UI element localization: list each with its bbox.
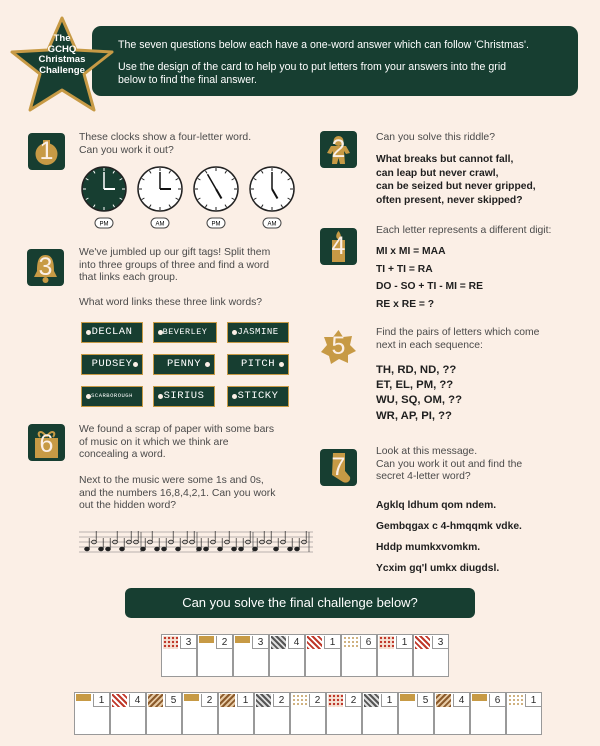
answer-cell[interactable] xyxy=(506,692,542,735)
pattern-swatch-icon xyxy=(76,694,91,707)
equation: RE x RE = ? xyxy=(376,298,435,310)
music-note xyxy=(288,547,293,551)
q5-text xyxy=(376,327,539,352)
pattern-swatch-icon xyxy=(184,694,199,707)
question-number: 3 xyxy=(38,253,53,281)
music-note xyxy=(239,547,244,551)
q7-text xyxy=(376,446,522,484)
q3-line: We've jumbled up our gift tags! Split them xyxy=(79,247,271,258)
pattern-swatch-icon xyxy=(235,636,250,649)
q1-text xyxy=(79,132,251,157)
clock-face xyxy=(194,167,238,211)
q6-text xyxy=(79,424,274,462)
badge-line: Christmas xyxy=(38,54,86,66)
tag-label: PUDSEY xyxy=(91,358,133,370)
equation: TI + TI = RA xyxy=(376,263,433,275)
answer-cell[interactable] xyxy=(269,634,305,677)
gift-tag xyxy=(81,322,143,343)
answer-cell[interactable] xyxy=(398,692,434,735)
letter-position-number: 3 xyxy=(252,636,268,649)
pattern-swatch-icon xyxy=(343,636,358,649)
question-number: 5 xyxy=(331,332,346,360)
letter-position-number: 1 xyxy=(525,694,541,707)
q7-line: Look at this message. xyxy=(376,446,478,457)
tag-label: PITCH xyxy=(240,358,275,370)
answer-cell[interactable] xyxy=(305,634,341,677)
music-note xyxy=(218,547,223,551)
music-note xyxy=(155,547,160,551)
pattern-swatch-icon xyxy=(271,636,286,649)
tag-label: SIRIUS xyxy=(163,390,205,402)
pattern-swatch-icon xyxy=(292,694,307,707)
answer-cell[interactable] xyxy=(362,692,398,735)
q1-line: These clocks show a four-letter word. xyxy=(79,132,252,143)
stocking-icon xyxy=(320,449,357,486)
q5-line: next in each sequence: xyxy=(376,339,483,351)
gift-tag xyxy=(153,322,217,343)
letter-position-number: 4 xyxy=(129,694,145,707)
tag-label: STICKY xyxy=(237,390,279,402)
letter-position-number: 1 xyxy=(396,636,412,649)
q6-line: Next to the music were some 1s and 0s, xyxy=(79,475,264,486)
final-grid-row-1 xyxy=(161,634,449,677)
q2-text: Can you solve this riddle? xyxy=(376,132,495,143)
sequence: WU, SQ, OM, ?? xyxy=(376,394,462,407)
present-icon xyxy=(28,424,65,461)
pattern-swatch-icon xyxy=(163,636,178,649)
gift-tag xyxy=(81,354,143,375)
answer-cell[interactable] xyxy=(74,692,110,735)
question-number: 7 xyxy=(331,453,346,481)
letter-position-number: 1 xyxy=(237,694,253,707)
answer-cell[interactable] xyxy=(377,634,413,677)
music-note xyxy=(106,547,111,551)
question-number: 1 xyxy=(39,137,54,165)
q3-prompt: What word links these three link words? xyxy=(79,297,263,308)
music-note xyxy=(197,547,202,551)
letter-position-number: 1 xyxy=(93,694,109,707)
clock-face xyxy=(82,167,126,211)
q3-line: into three groups of three and find a word xyxy=(79,259,270,271)
question-number: 4 xyxy=(331,232,346,260)
answer-cell[interactable] xyxy=(197,634,233,677)
pattern-swatch-icon xyxy=(415,636,430,649)
bauble-icon xyxy=(28,133,65,170)
intro-line-2: Use the design of the card to help you to put letters from your answers into the grid xyxy=(118,61,507,73)
riddle-line: often present, never skipped? xyxy=(376,194,523,206)
music-note xyxy=(204,547,209,551)
letter-position-number: 6 xyxy=(360,636,376,649)
ampm-label: AM xyxy=(155,221,165,228)
clock-face xyxy=(250,167,294,211)
clocks-icon xyxy=(80,165,296,235)
pattern-swatch-icon xyxy=(508,694,523,707)
gift-tag xyxy=(227,322,289,343)
sequence: WR, AP, PI, ?? xyxy=(376,409,452,422)
answer-cell[interactable] xyxy=(254,692,290,735)
letter-position-number: 1 xyxy=(381,694,397,707)
answer-cell[interactable] xyxy=(341,634,377,677)
answer-cell[interactable] xyxy=(413,634,449,677)
music-note xyxy=(232,547,237,551)
letter-position-number: 6 xyxy=(489,694,505,707)
pattern-swatch-icon xyxy=(112,694,127,707)
q6-line: We found a scrap of paper with some bars xyxy=(79,424,275,435)
pattern-swatch-icon xyxy=(256,694,271,707)
pattern-swatch-icon xyxy=(379,636,394,649)
pattern-swatch-icon xyxy=(220,694,235,707)
q6-text-2 xyxy=(79,475,275,513)
cipher-line: Agklq ldhum qom ndem. xyxy=(376,500,497,511)
cipher-line: Ycxim gq'l umkx diugdsl. xyxy=(376,563,500,574)
q3-text xyxy=(79,247,270,285)
sequence: TH, RD, ND, ?? xyxy=(376,364,457,376)
letter-position-number: 3 xyxy=(180,636,196,649)
letter-position-number: 2 xyxy=(216,636,232,649)
letter-position-number: 5 xyxy=(417,694,433,707)
q6-line: concealing a word. xyxy=(79,449,166,461)
badge-line: Challenge xyxy=(39,64,85,76)
equations xyxy=(376,243,483,313)
badge-line: GCHQ xyxy=(47,43,77,55)
candle-icon xyxy=(320,228,357,265)
q5-line: Find the pairs of letters which come xyxy=(376,327,540,338)
music-note xyxy=(162,547,167,551)
answer-cell[interactable] xyxy=(470,692,506,735)
tag-label: PENNY xyxy=(166,358,201,370)
pattern-swatch-icon xyxy=(328,694,343,707)
music-note xyxy=(141,547,146,551)
q4-text: Each letter represents a different digit: xyxy=(376,225,552,236)
riddle-line: can be seized but never gripped, xyxy=(376,181,536,193)
answer-cell[interactable] xyxy=(233,634,269,677)
clock-face xyxy=(138,167,182,211)
bell-icon xyxy=(27,249,64,286)
cookie-icon xyxy=(320,328,357,365)
sequence: ET, EL, PM, ?? xyxy=(376,379,454,392)
tag-label: JASMINE xyxy=(237,327,279,337)
question-number: 2 xyxy=(331,135,346,163)
q6-line: out the hidden word? xyxy=(79,500,177,512)
answer-cell[interactable] xyxy=(161,634,197,677)
tag-label: BEVERLEY xyxy=(162,327,208,337)
gingerbread-icon xyxy=(320,131,357,168)
intro-banner xyxy=(92,26,578,96)
pattern-swatch-icon xyxy=(307,636,322,649)
ampm-label: PM xyxy=(99,221,109,228)
letter-position-number: 3 xyxy=(432,636,448,649)
final-challenge-banner: Can you solve the final challenge below? xyxy=(125,588,475,618)
intro-line-3: below to find the final answer. xyxy=(118,74,257,86)
letter-position-number: 4 xyxy=(288,636,304,649)
pattern-swatch-icon xyxy=(148,694,163,707)
music-note xyxy=(253,547,258,551)
letter-position-number: 2 xyxy=(309,694,325,707)
answer-cell[interactable] xyxy=(182,692,218,735)
tag-label: DECLAN xyxy=(91,326,133,338)
gift-tag xyxy=(227,354,289,375)
answer-cell[interactable] xyxy=(146,692,182,735)
music-notes-icon xyxy=(79,525,313,559)
equation: DO - SO + TI - MI = RE xyxy=(376,281,483,292)
q7-line: secret 4-letter word? xyxy=(376,471,471,483)
riddle-line: What breaks but cannot fall, xyxy=(376,154,514,165)
music-note xyxy=(176,547,181,551)
clocks xyxy=(80,165,296,235)
intro-line-1: The seven questions below each have a one-word answer which can follow 'Christmas'. xyxy=(118,39,529,51)
equation: MI x MI = MAA xyxy=(376,246,446,257)
letter-position-number: 4 xyxy=(453,694,469,707)
answer-cell[interactable] xyxy=(326,692,362,735)
gchq-badge-title xyxy=(6,34,118,76)
pattern-swatch-icon xyxy=(400,694,415,707)
music-note xyxy=(99,547,104,551)
letter-position-number: 2 xyxy=(345,694,361,707)
letter-position-number: 1 xyxy=(324,636,340,649)
riddle xyxy=(376,153,536,207)
pattern-swatch-icon xyxy=(436,694,451,707)
music-note xyxy=(295,547,300,551)
letter-position-number: 2 xyxy=(201,694,217,707)
letter-position-number: 5 xyxy=(165,694,181,707)
music-note xyxy=(120,547,125,551)
q1-line: Can you work it out? xyxy=(79,144,174,156)
cipher-line: Hddp mumkxvomkm. xyxy=(376,542,481,553)
ampm-label: AM xyxy=(267,221,277,228)
q6-line: and the numbers 16,8,4,2,1. Can you work xyxy=(79,487,276,499)
q6-line: of music on it which we think are xyxy=(79,436,229,448)
gift-tag xyxy=(81,386,143,407)
badge-line: The xyxy=(53,33,71,44)
answer-cell[interactable] xyxy=(110,692,146,735)
tag-label: SCARBOROUGH xyxy=(91,392,133,399)
gift-tag xyxy=(153,354,215,375)
cipher-message xyxy=(376,495,522,579)
question-number: 6 xyxy=(39,430,54,458)
pattern-swatch-icon xyxy=(472,694,487,707)
pattern-swatch-icon xyxy=(199,636,214,649)
answer-cell[interactable] xyxy=(218,692,254,735)
q3-line: that links each group. xyxy=(79,272,178,284)
music-note xyxy=(274,547,279,551)
music-note xyxy=(85,547,90,551)
sequences xyxy=(376,363,462,424)
pattern-swatch-icon xyxy=(364,694,379,707)
riddle-line: can leap but never crawl, xyxy=(376,167,499,179)
cipher-line: Gembqgax c 4-hmqqmk vdke. xyxy=(376,521,522,532)
letter-position-number: 2 xyxy=(273,694,289,707)
answer-cell[interactable] xyxy=(434,692,470,735)
answer-cell[interactable] xyxy=(290,692,326,735)
q7-line: Can you work it out and find the xyxy=(376,458,523,470)
music-staff xyxy=(79,525,313,559)
ampm-label: PM xyxy=(211,221,221,228)
gift-tag xyxy=(227,386,289,407)
gift-tag xyxy=(153,386,215,407)
final-grid-row-2 xyxy=(74,692,542,735)
